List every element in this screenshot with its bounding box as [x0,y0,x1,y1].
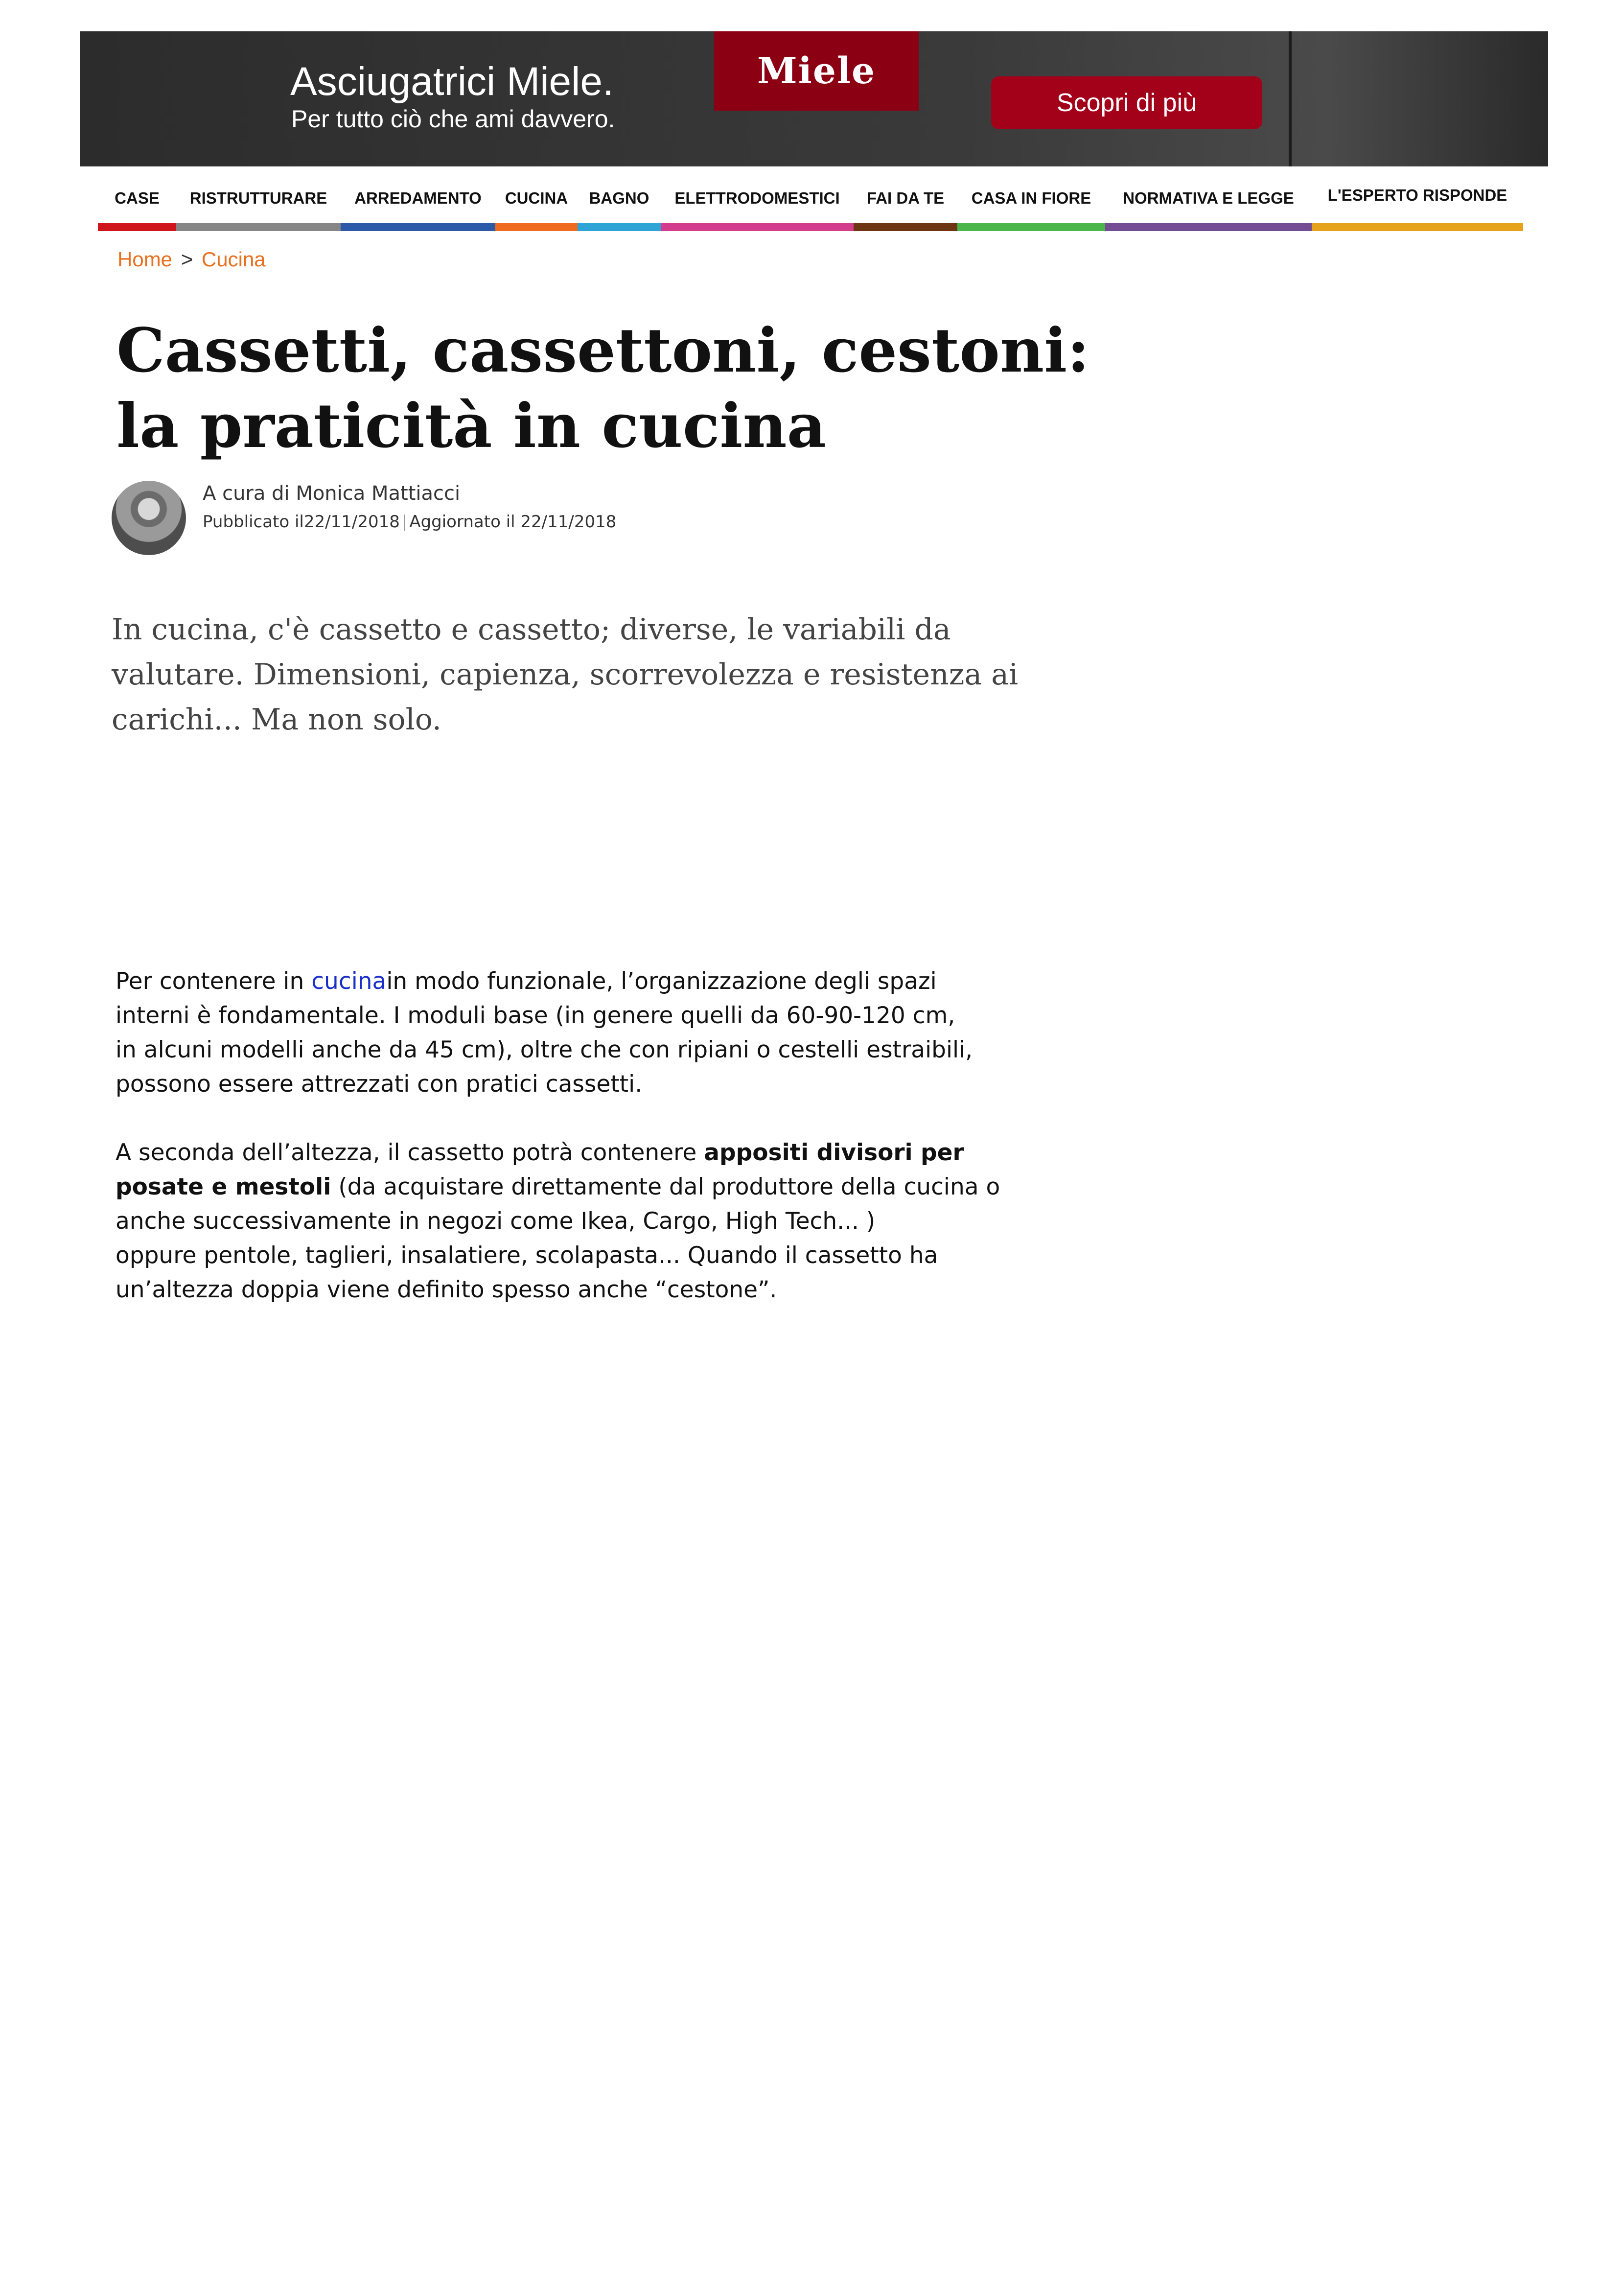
author-avatar[interactable] [112,481,186,555]
article-paragraph-2 [116,1136,1045,1307]
lead-line: In cucina, c'è cassetto e cassetto; diverse, le variabili da [112,612,951,647]
article-title-line: Cassetti, cassettoni, cestoni: [116,315,1089,386]
nav-item-fai-da-te[interactable] [854,184,957,233]
paragraph-line: oppure pentole, taglieri, insalatiere, scolapasta... Quando il cassetto ha [116,1242,938,1269]
main-nav [98,184,1517,233]
article-dates [203,512,616,532]
nav-label: NORMATIVA E LEGGE [1123,189,1294,207]
published-label: Pubblicato il [203,512,304,532]
nav-item-ristrutturare[interactable] [176,184,341,233]
breadcrumb [117,248,266,271]
breadcrumb-home-link[interactable]: Home [117,248,173,271]
paragraph-line: interni è fondamentale. I moduli base (in genere quelli da 60-90-120 cm, [116,1002,955,1029]
nav-label: RISTRUTTURARE [189,189,327,207]
nav-label: BAGNO [589,189,649,207]
date-separator: | [401,512,408,532]
paragraph-line [116,1136,1045,1170]
article-title [116,313,1089,464]
nav-color-bar [578,223,661,231]
paragraph-line: possono essere attrezzati con pratici cassetti. [116,1071,643,1098]
nav-color-bar [176,223,341,231]
nav-label: CUCINA [505,189,568,207]
nav-item-normativa-e-legge[interactable] [1105,184,1312,233]
nav-item-bagno[interactable] [578,184,661,233]
nav-label: ELETTRODOMESTICI [674,189,840,207]
article-title-line: la praticità in cucina [116,391,826,462]
nav-color-bar [341,223,495,231]
author-name[interactable]: A cura di Monica Mattiacci [203,482,461,505]
banner-cta-button[interactable]: Scopri di più [991,76,1262,129]
banner-title: Asciugatrici Miele. [290,59,614,104]
nav-item-arredamento[interactable] [341,184,495,233]
banner-divider [1289,31,1292,166]
miele-logo: Miele [714,31,919,111]
nav-color-bar [98,223,176,231]
nav-color-bar [854,223,957,231]
cucina-inline-link[interactable]: cucina [311,968,387,995]
paragraph-line [116,1170,1045,1204]
text-fragment: in modo funzionale, l’organizzazione degli spazi [386,968,937,995]
nav-color-bar [1312,223,1523,231]
nav-item-casa-in-fiore[interactable] [957,184,1105,233]
published-date: 22/11/2018 [303,512,400,532]
nav-color-bar [1105,223,1312,231]
nav-item-case[interactable] [98,184,176,233]
nav-item-cucina[interactable] [495,184,578,233]
lead-line: carichi... Ma non solo. [112,703,441,737]
breadcrumb-separator: > [181,248,193,271]
updated-date: 22/11/2018 [520,512,617,532]
breadcrumb-cucina-link[interactable]: Cucina [201,248,266,271]
nav-color-bar [957,223,1105,231]
text-fragment: A seconda dell’altezza, il cassetto potrà contenere [116,1139,704,1166]
nav-label: CASA IN FIORE [971,189,1091,207]
article-paragraph-1 [116,964,1045,1101]
nav-label: L'ESPERTO RISPONDE [1327,186,1507,204]
nav-label: ARREDAMENTO [354,189,482,207]
paragraph-line [116,964,1045,999]
nav-color-bar [495,223,578,231]
text-fragment: (da acquistare direttamente dal produttore della cucina o [331,1173,1000,1200]
paragraph-line: in alcuni modelli anche da 45 cm), oltre che con ripiani o cestelli estraibili, [116,1036,973,1063]
nav-label: FAI DA TE [866,189,945,207]
nav-item-esperto-risponde[interactable] [1312,184,1523,233]
ad-banner[interactable] [80,31,1548,166]
paragraph-line: anche successivamente in negozi come Ikea, Cargo, High Tech... ) [116,1208,876,1235]
bold-text: appositi divisori per [704,1139,964,1166]
text-fragment: Per contenere in [116,968,312,995]
updated-label: Aggiornato il [409,512,515,532]
nav-item-elettrodomestici[interactable] [661,184,854,233]
bold-text: posate e mestoli [116,1173,331,1200]
article-lead [112,607,1032,742]
paragraph-line: un’altezza doppia viene definito spesso anche “cestone”. [116,1276,777,1303]
nav-color-bar [661,223,854,231]
banner-subtitle: Per tutto ciò che ami davvero. [291,105,615,133]
lead-line: valutare. Dimensioni, capienza, scorrevolezza e resistenza ai [112,657,1019,692]
nav-label: CASE [115,189,160,207]
